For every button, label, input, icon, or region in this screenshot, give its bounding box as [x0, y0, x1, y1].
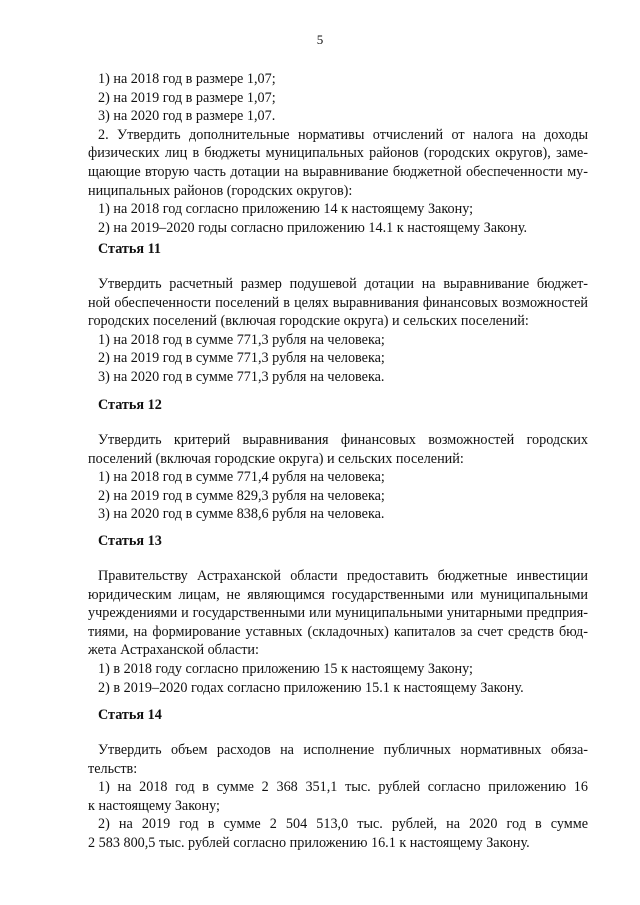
article-11	[88, 240, 588, 259]
article-14-body	[88, 741, 588, 853]
paragraph-line: щающие вторую часть дотации на выравнивание бюджетной обеспеченности му-	[88, 163, 588, 180]
list-item: 1) на 2018 год в размере 1,07;	[98, 71, 276, 87]
article-13	[88, 532, 588, 551]
paragraph-line: учреждениями и государственными или муниципальными унитарными предприя-	[88, 605, 588, 622]
list-item: 1) на 2018 год в сумме 2 368 351,1 тыс. рублей согласно приложению 16	[98, 779, 588, 796]
section-block1	[88, 70, 588, 237]
list-item: 1) на 2018 год в сумме 771,3 рубля на человека;	[98, 331, 385, 348]
list-item: 2) на 2019 год в сумме 829,3 рубля на человека;	[98, 487, 385, 504]
article-12	[88, 396, 588, 415]
paragraph-line: юридическим лицам, не являющимся государственными или муниципальными	[88, 586, 588, 603]
list-item: 2) на 2019–2020 годы согласно приложению 14.1 к настоящему Закону.	[98, 219, 528, 236]
paragraph-line: Утвердить расчетный размер подушевой дотации на выравнивание бюджет-	[98, 276, 588, 292]
list-item: 2) на 2019 год в сумме 2 504 513,0 тыс. рублей, на 2020 год в сумме	[98, 816, 588, 833]
paragraph-line: тиями, на формирование уставных (складочных) капиталов за счет средств бюд-	[88, 623, 588, 640]
page-number: 5	[316, 32, 324, 47]
paragraph-line: тельств:	[88, 760, 138, 777]
paragraph-line: жета Астраханской области:	[88, 642, 259, 659]
paragraph-line: физических лиц в бюджеты муниципальных районов (городских округов), заме-	[88, 145, 588, 162]
list-item: 2) на 2019 год в сумме 771,3 рубля на человека;	[98, 350, 385, 367]
paragraph-line: Правительству Астраханской области предоставить бюджетные инвестиции	[98, 568, 588, 584]
paragraph-line: Утвердить объем расходов на исполнение публичных нормативных обяза-	[98, 742, 588, 758]
article-13-body	[88, 567, 588, 697]
article-heading: Статья 13	[98, 533, 162, 549]
list-item: 2) в 2019–2020 годах согласно приложению 15.1 к настоящему Закону.	[98, 679, 524, 696]
list-item: 3) на 2020 год в сумме 771,3 рубля на человека.	[98, 368, 385, 385]
paragraph-line: 2. Утвердить дополнительные нормативы отчислений от налога на доходы	[98, 126, 588, 143]
list-item: 2) на 2019 год в размере 1,07;	[98, 89, 276, 106]
paragraph-line: поселений (включая городские округа) и сельских поселений:	[88, 450, 464, 467]
list-item: 3) на 2020 год в размере 1,07.	[98, 108, 276, 125]
list-item: 3) на 2020 год в сумме 838,6 рубля на человека.	[98, 506, 385, 523]
article-heading: Статья 14	[98, 707, 162, 723]
list-item: 1) на 2018 год согласно приложению 14 к настоящему Закону;	[98, 201, 474, 218]
article-12-body	[88, 431, 588, 524]
list-item-continuation: к настоящему Закону;	[88, 797, 220, 814]
article-heading: Статья 12	[98, 397, 162, 413]
paragraph-line: Утвердить критерий выравнивания финансовых возможностей городских	[98, 432, 588, 448]
list-item: 1) на 2018 год в сумме 771,4 рубля на человека;	[98, 469, 385, 486]
paragraph-line: ниципальных районов (городских округов):	[88, 182, 353, 199]
article-11-body	[88, 275, 588, 387]
article-heading: Статья 11	[98, 241, 162, 257]
list-item-continuation: 2 583 800,5 тыс. рублей согласно приложению 16.1 к настоящему Закону.	[88, 834, 530, 851]
list-item: 1) в 2018 году согласно приложению 15 к настоящему Закону;	[98, 660, 473, 677]
paragraph-line: ной обеспеченности поселений в целях выравнивания финансовых возможностей	[88, 294, 588, 311]
article-14	[88, 706, 588, 725]
paragraph-line: городских поселений (включая городские округа) и сельских поселений:	[88, 313, 529, 330]
